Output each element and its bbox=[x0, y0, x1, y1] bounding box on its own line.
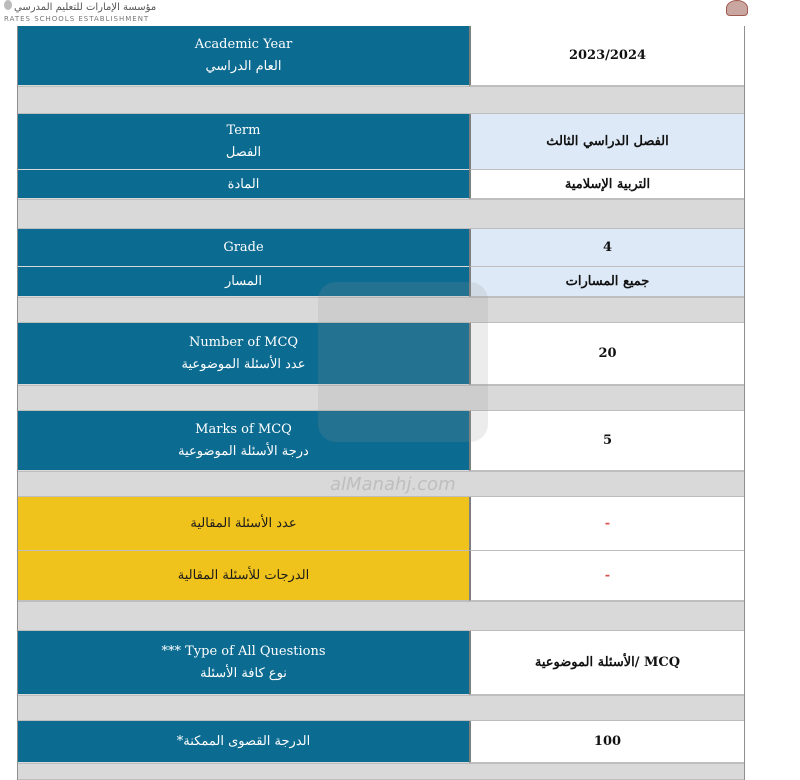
term-value: الفصل الدراسي الثالث bbox=[469, 114, 744, 170]
label-en: Marks of MCQ bbox=[195, 422, 292, 437]
grade-label bbox=[18, 229, 469, 267]
row-essay-marks bbox=[18, 551, 744, 601]
row-subject bbox=[18, 170, 744, 199]
term-label bbox=[18, 114, 469, 170]
org-name-en: RATES SCHOOLS ESTABLISHMENT bbox=[4, 15, 150, 23]
grade-value: 4 bbox=[469, 229, 744, 267]
row-max-mark bbox=[18, 721, 744, 763]
label-ar: المسار bbox=[225, 274, 262, 289]
watermark-logo-icon bbox=[318, 282, 488, 442]
spacer-row bbox=[18, 199, 744, 229]
document-header bbox=[0, 0, 800, 26]
label-ar: عدد الأسئلة الموضوعية bbox=[181, 357, 306, 372]
org-name-ar: مؤسسة الإمارات للتعليم المدرسي bbox=[14, 2, 157, 13]
label-en: Term bbox=[226, 123, 261, 138]
row-term bbox=[18, 114, 744, 170]
label-ar: عدد الأسئلة المقالية bbox=[190, 516, 297, 531]
label-ar: المادة bbox=[227, 176, 260, 192]
label-ar: الفصل bbox=[225, 145, 262, 160]
spacer-row bbox=[18, 601, 744, 631]
label-en: Academic Year bbox=[194, 37, 293, 52]
label-ar: العام الدراسي bbox=[205, 59, 282, 74]
max-mark-value: 100 bbox=[469, 721, 744, 763]
spacer-row bbox=[18, 695, 744, 721]
essay-marks-label bbox=[18, 551, 469, 601]
row-academic-year bbox=[18, 26, 744, 86]
question-type-label bbox=[18, 631, 469, 695]
spacer-row bbox=[18, 86, 744, 114]
label-en: Number of MCQ bbox=[188, 335, 299, 350]
subject-label bbox=[18, 170, 469, 199]
label-ar: الدرجات للأسئلة المقالية bbox=[177, 568, 310, 583]
subject-value: التربية الإسلامية bbox=[469, 170, 744, 199]
max-mark-label bbox=[18, 721, 469, 763]
essay-count-label bbox=[18, 497, 469, 551]
spacer-row bbox=[18, 763, 744, 780]
value-text: - bbox=[604, 516, 611, 531]
label-ar: درجة الأسئلة الموضوعية bbox=[178, 444, 309, 459]
label-en: *** Type of All Questions bbox=[161, 644, 326, 659]
academic-year-value: 2023/2024 bbox=[469, 26, 744, 86]
logo-mark-icon bbox=[4, 0, 12, 10]
essay-count-value bbox=[469, 497, 744, 551]
question-type-value: الأسئلة الموضوعية/ MCQ bbox=[469, 631, 744, 695]
essay-marks-value bbox=[469, 551, 744, 601]
row-question-type bbox=[18, 631, 744, 695]
uae-emblem-icon bbox=[714, 0, 758, 24]
row-essay-count bbox=[18, 497, 744, 551]
value-text: - bbox=[604, 568, 611, 583]
row-grade bbox=[18, 229, 744, 267]
mcq-count-value: 20 bbox=[469, 323, 744, 385]
track-value: جميع المسارات bbox=[469, 267, 744, 297]
label-en: Grade bbox=[223, 240, 264, 255]
mcq-marks-value: 5 bbox=[469, 411, 744, 471]
eagle-icon bbox=[726, 0, 748, 16]
label-ar: نوع كافة الأسئلة bbox=[200, 666, 287, 681]
ministry-logo bbox=[0, 0, 160, 26]
watermark-text: alManahj.com bbox=[330, 474, 456, 495]
label-ar: *الدرجة القصوى الممكنة bbox=[176, 734, 311, 749]
academic-year-label bbox=[18, 26, 469, 86]
